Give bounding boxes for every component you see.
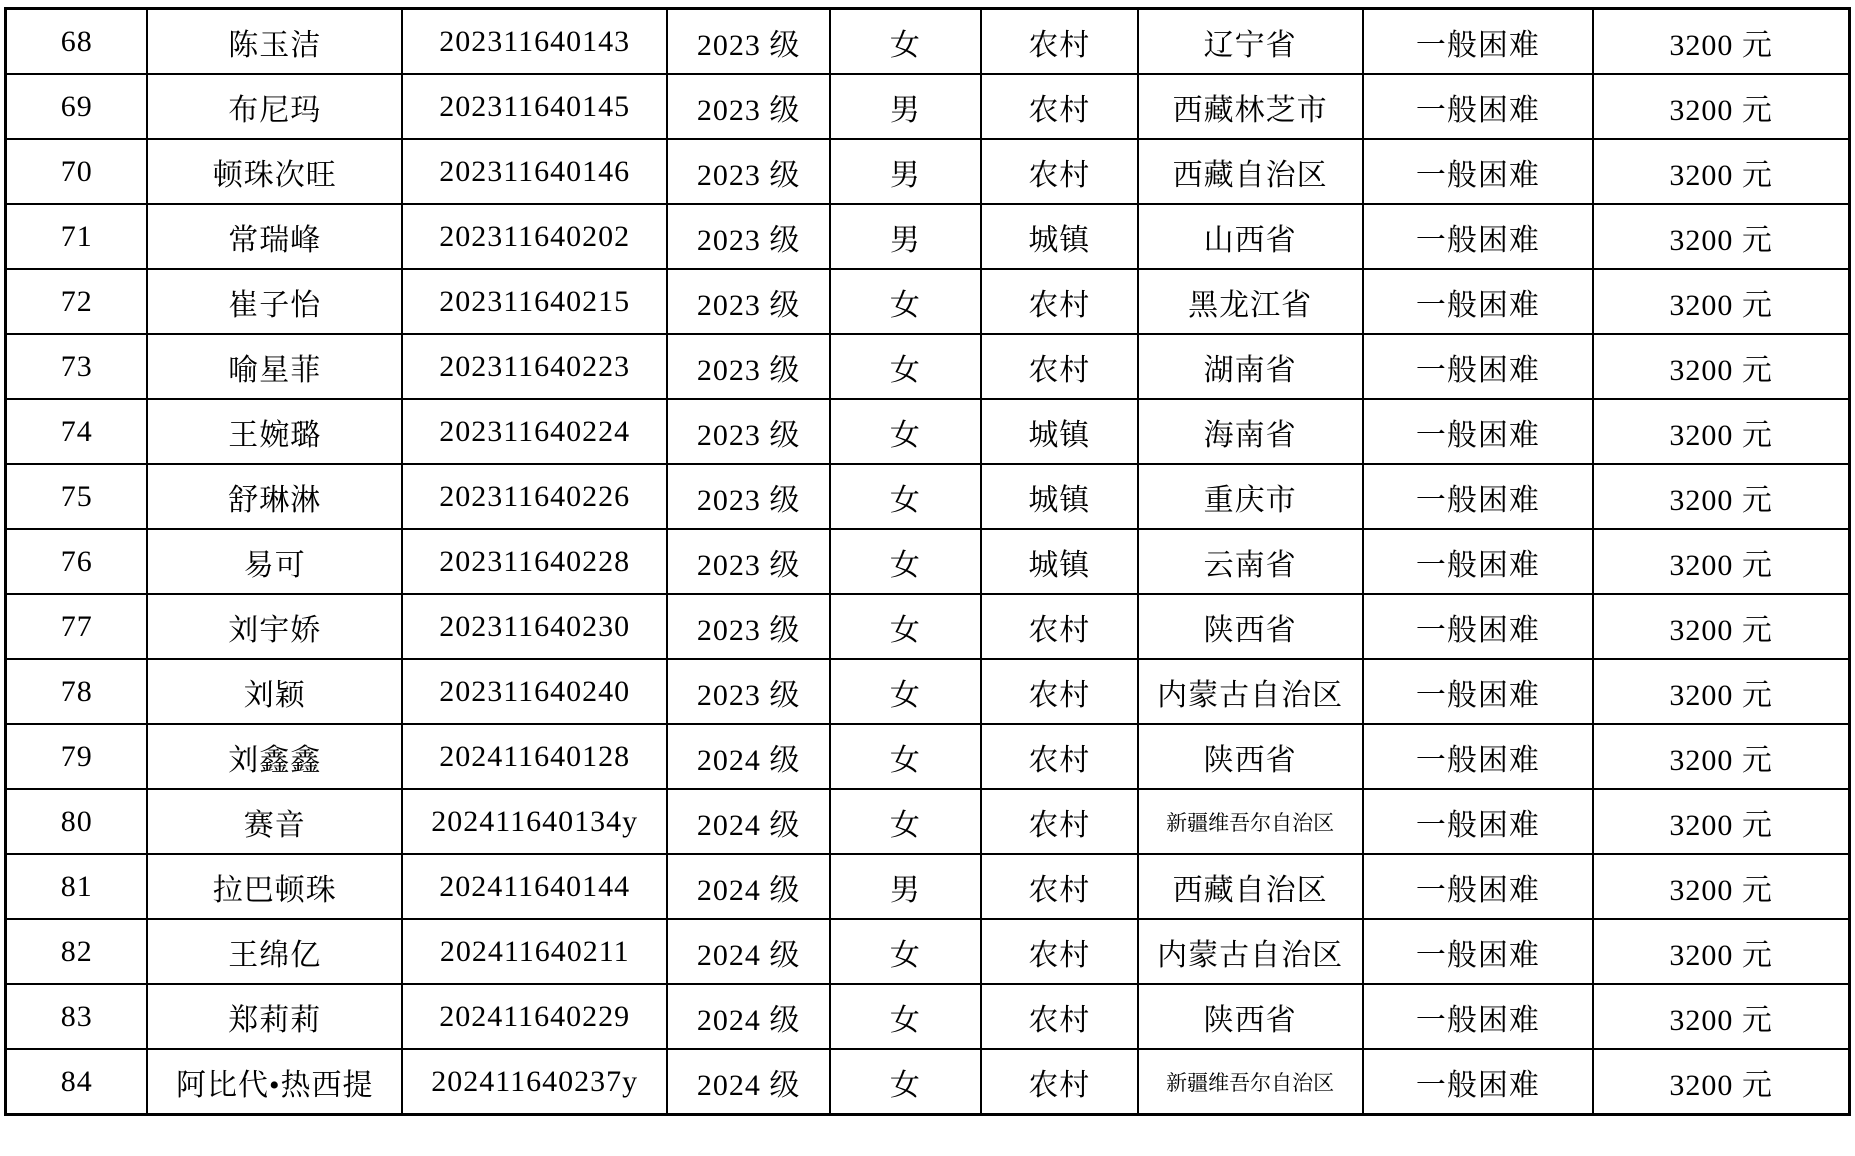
cell-gender: 女	[830, 529, 981, 594]
cell-serial-number: 77	[6, 594, 148, 659]
cell-serial-number: 83	[6, 984, 148, 1049]
table-row	[6, 724, 1850, 789]
cell-province: 内蒙古自治区	[1138, 659, 1363, 724]
cell-student-id: 202311640240	[402, 659, 668, 724]
cell-province: 内蒙古自治区	[1138, 919, 1363, 984]
cell-amount: 3200 元	[1593, 464, 1849, 529]
cell-province: 辽宁省	[1138, 9, 1363, 75]
cell-gender: 女	[830, 594, 981, 659]
cell-amount: 3200 元	[1593, 139, 1849, 204]
cell-grade: 2023 级	[667, 9, 829, 75]
cell-amount: 3200 元	[1593, 74, 1849, 139]
cell-amount: 3200 元	[1593, 334, 1849, 399]
cell-province: 海南省	[1138, 399, 1363, 464]
cell-difficulty-level: 一般困难	[1363, 204, 1594, 269]
table-row	[6, 1049, 1850, 1115]
cell-student-id: 202311640145	[402, 74, 668, 139]
cell-student-id: 202411640229	[402, 984, 668, 1049]
cell-serial-number: 71	[6, 204, 148, 269]
table-row	[6, 854, 1850, 919]
cell-grade: 2023 级	[667, 204, 829, 269]
cell-residence-type: 城镇	[981, 464, 1138, 529]
cell-student-name: 郑莉莉	[147, 984, 401, 1049]
cell-amount: 3200 元	[1593, 919, 1849, 984]
cell-difficulty-level: 一般困难	[1363, 984, 1594, 1049]
cell-gender: 女	[830, 1049, 981, 1115]
cell-student-id: 202311640202	[402, 204, 668, 269]
cell-residence-type: 农村	[981, 854, 1138, 919]
cell-difficulty-level: 一般困难	[1363, 529, 1594, 594]
cell-student-name: 喻星菲	[147, 334, 401, 399]
cell-grade: 2023 级	[667, 529, 829, 594]
cell-difficulty-level: 一般困难	[1363, 139, 1594, 204]
table-row	[6, 74, 1850, 139]
cell-serial-number: 81	[6, 854, 148, 919]
cell-grade: 2023 级	[667, 399, 829, 464]
cell-student-name: 顿珠次旺	[147, 139, 401, 204]
cell-difficulty-level: 一般困难	[1363, 74, 1594, 139]
cell-grade: 2024 级	[667, 789, 829, 854]
cell-grade: 2023 级	[667, 334, 829, 399]
cell-student-name: 王绵亿	[147, 919, 401, 984]
cell-serial-number: 68	[6, 9, 148, 75]
cell-amount: 3200 元	[1593, 789, 1849, 854]
cell-student-id: 202411640144	[402, 854, 668, 919]
cell-serial-number: 79	[6, 724, 148, 789]
cell-serial-number: 69	[6, 74, 148, 139]
cell-grade: 2023 级	[667, 139, 829, 204]
cell-amount: 3200 元	[1593, 984, 1849, 1049]
cell-difficulty-level: 一般困难	[1363, 1049, 1594, 1115]
cell-student-id: 202311640224	[402, 399, 668, 464]
cell-amount: 3200 元	[1593, 9, 1849, 75]
cell-grade: 2024 级	[667, 724, 829, 789]
cell-province: 黑龙江省	[1138, 269, 1363, 334]
cell-difficulty-level: 一般困难	[1363, 464, 1594, 529]
cell-gender: 女	[830, 334, 981, 399]
cell-student-name: 拉巴顿珠	[147, 854, 401, 919]
cell-gender: 女	[830, 9, 981, 75]
cell-gender: 女	[830, 464, 981, 529]
cell-student-id: 202311640228	[402, 529, 668, 594]
cell-difficulty-level: 一般困难	[1363, 659, 1594, 724]
cell-amount: 3200 元	[1593, 659, 1849, 724]
cell-student-id: 202311640226	[402, 464, 668, 529]
cell-amount: 3200 元	[1593, 269, 1849, 334]
cell-residence-type: 农村	[981, 139, 1138, 204]
cell-residence-type: 城镇	[981, 529, 1138, 594]
cell-student-name: 舒琳淋	[147, 464, 401, 529]
cell-amount: 3200 元	[1593, 594, 1849, 659]
cell-grade: 2023 级	[667, 659, 829, 724]
cell-difficulty-level: 一般困难	[1363, 724, 1594, 789]
cell-province: 新疆维吾尔自治区	[1138, 789, 1363, 854]
table-body	[6, 9, 1850, 1115]
cell-residence-type: 农村	[981, 724, 1138, 789]
cell-student-id: 202311640215	[402, 269, 668, 334]
cell-province: 陕西省	[1138, 594, 1363, 659]
cell-province: 重庆市	[1138, 464, 1363, 529]
cell-difficulty-level: 一般困难	[1363, 594, 1594, 659]
cell-residence-type: 农村	[981, 9, 1138, 75]
cell-student-id: 202411640211	[402, 919, 668, 984]
cell-residence-type: 城镇	[981, 204, 1138, 269]
cell-grade: 2023 级	[667, 464, 829, 529]
cell-student-name: 易可	[147, 529, 401, 594]
table-row	[6, 334, 1850, 399]
table-row	[6, 204, 1850, 269]
cell-grade: 2024 级	[667, 984, 829, 1049]
cell-province: 西藏林芝市	[1138, 74, 1363, 139]
cell-student-name: 王婉璐	[147, 399, 401, 464]
cell-student-id: 202311640143	[402, 9, 668, 75]
cell-amount: 3200 元	[1593, 399, 1849, 464]
cell-student-id: 202411640128	[402, 724, 668, 789]
cell-serial-number: 70	[6, 139, 148, 204]
cell-difficulty-level: 一般困难	[1363, 399, 1594, 464]
cell-serial-number: 76	[6, 529, 148, 594]
cell-student-id: 202411640237y	[402, 1049, 668, 1115]
cell-serial-number: 80	[6, 789, 148, 854]
cell-province: 陕西省	[1138, 724, 1363, 789]
table-row	[6, 139, 1850, 204]
table-row	[6, 919, 1850, 984]
cell-residence-type: 农村	[981, 984, 1138, 1049]
cell-student-name: 布尼玛	[147, 74, 401, 139]
table-row	[6, 789, 1850, 854]
cell-gender: 女	[830, 724, 981, 789]
cell-residence-type: 农村	[981, 74, 1138, 139]
cell-grade: 2024 级	[667, 919, 829, 984]
cell-serial-number: 75	[6, 464, 148, 529]
cell-amount: 3200 元	[1593, 724, 1849, 789]
cell-gender: 女	[830, 789, 981, 854]
cell-amount: 3200 元	[1593, 204, 1849, 269]
cell-grade: 2024 级	[667, 1049, 829, 1115]
cell-student-name: 常瑞峰	[147, 204, 401, 269]
cell-serial-number: 82	[6, 919, 148, 984]
cell-residence-type: 农村	[981, 1049, 1138, 1115]
cell-province: 西藏自治区	[1138, 854, 1363, 919]
cell-province: 陕西省	[1138, 984, 1363, 1049]
cell-difficulty-level: 一般困难	[1363, 919, 1594, 984]
cell-serial-number: 74	[6, 399, 148, 464]
cell-student-id: 202311640230	[402, 594, 668, 659]
cell-student-name: 刘宇娇	[147, 594, 401, 659]
cell-student-name: 陈玉洁	[147, 9, 401, 75]
cell-serial-number: 73	[6, 334, 148, 399]
table-row	[6, 464, 1850, 529]
cell-student-id: 202311640146	[402, 139, 668, 204]
table-row	[6, 269, 1850, 334]
cell-residence-type: 农村	[981, 789, 1138, 854]
cell-student-name: 阿比代•热西提	[147, 1049, 401, 1115]
cell-gender: 女	[830, 269, 981, 334]
cell-amount: 3200 元	[1593, 854, 1849, 919]
cell-province: 云南省	[1138, 529, 1363, 594]
cell-gender: 男	[830, 854, 981, 919]
cell-residence-type: 农村	[981, 334, 1138, 399]
cell-gender: 男	[830, 204, 981, 269]
cell-student-id: 202411640134y	[402, 789, 668, 854]
cell-grade: 2023 级	[667, 594, 829, 659]
table-row	[6, 594, 1850, 659]
cell-serial-number: 72	[6, 269, 148, 334]
table-row	[6, 984, 1850, 1049]
cell-province: 新疆维吾尔自治区	[1138, 1049, 1363, 1115]
cell-serial-number: 84	[6, 1049, 148, 1115]
table-row	[6, 529, 1850, 594]
cell-difficulty-level: 一般困难	[1363, 854, 1594, 919]
cell-difficulty-level: 一般困难	[1363, 9, 1594, 75]
cell-difficulty-level: 一般困难	[1363, 789, 1594, 854]
cell-student-id: 202311640223	[402, 334, 668, 399]
cell-gender: 女	[830, 399, 981, 464]
cell-serial-number: 78	[6, 659, 148, 724]
cell-province: 西藏自治区	[1138, 139, 1363, 204]
cell-residence-type: 农村	[981, 659, 1138, 724]
table-row	[6, 9, 1850, 75]
cell-gender: 女	[830, 919, 981, 984]
document-page	[0, 7, 1855, 1156]
cell-difficulty-level: 一般困难	[1363, 334, 1594, 399]
cell-residence-type: 城镇	[981, 399, 1138, 464]
cell-grade: 2024 级	[667, 854, 829, 919]
cell-residence-type: 农村	[981, 919, 1138, 984]
cell-residence-type: 农村	[981, 594, 1138, 659]
cell-grade: 2023 级	[667, 74, 829, 139]
cell-difficulty-level: 一般困难	[1363, 269, 1594, 334]
cell-student-name: 赛音	[147, 789, 401, 854]
cell-student-name: 崔子怡	[147, 269, 401, 334]
cell-amount: 3200 元	[1593, 1049, 1849, 1115]
cell-student-name: 刘颖	[147, 659, 401, 724]
cell-gender: 男	[830, 139, 981, 204]
cell-grade: 2023 级	[667, 269, 829, 334]
cell-province: 山西省	[1138, 204, 1363, 269]
cell-amount: 3200 元	[1593, 529, 1849, 594]
cell-gender: 男	[830, 74, 981, 139]
cell-student-name: 刘鑫鑫	[147, 724, 401, 789]
cell-residence-type: 农村	[981, 269, 1138, 334]
student-funding-table	[4, 7, 1851, 1116]
cell-gender: 女	[830, 659, 981, 724]
table-row	[6, 659, 1850, 724]
cell-province: 湖南省	[1138, 334, 1363, 399]
table-row	[6, 399, 1850, 464]
cell-gender: 女	[830, 984, 981, 1049]
